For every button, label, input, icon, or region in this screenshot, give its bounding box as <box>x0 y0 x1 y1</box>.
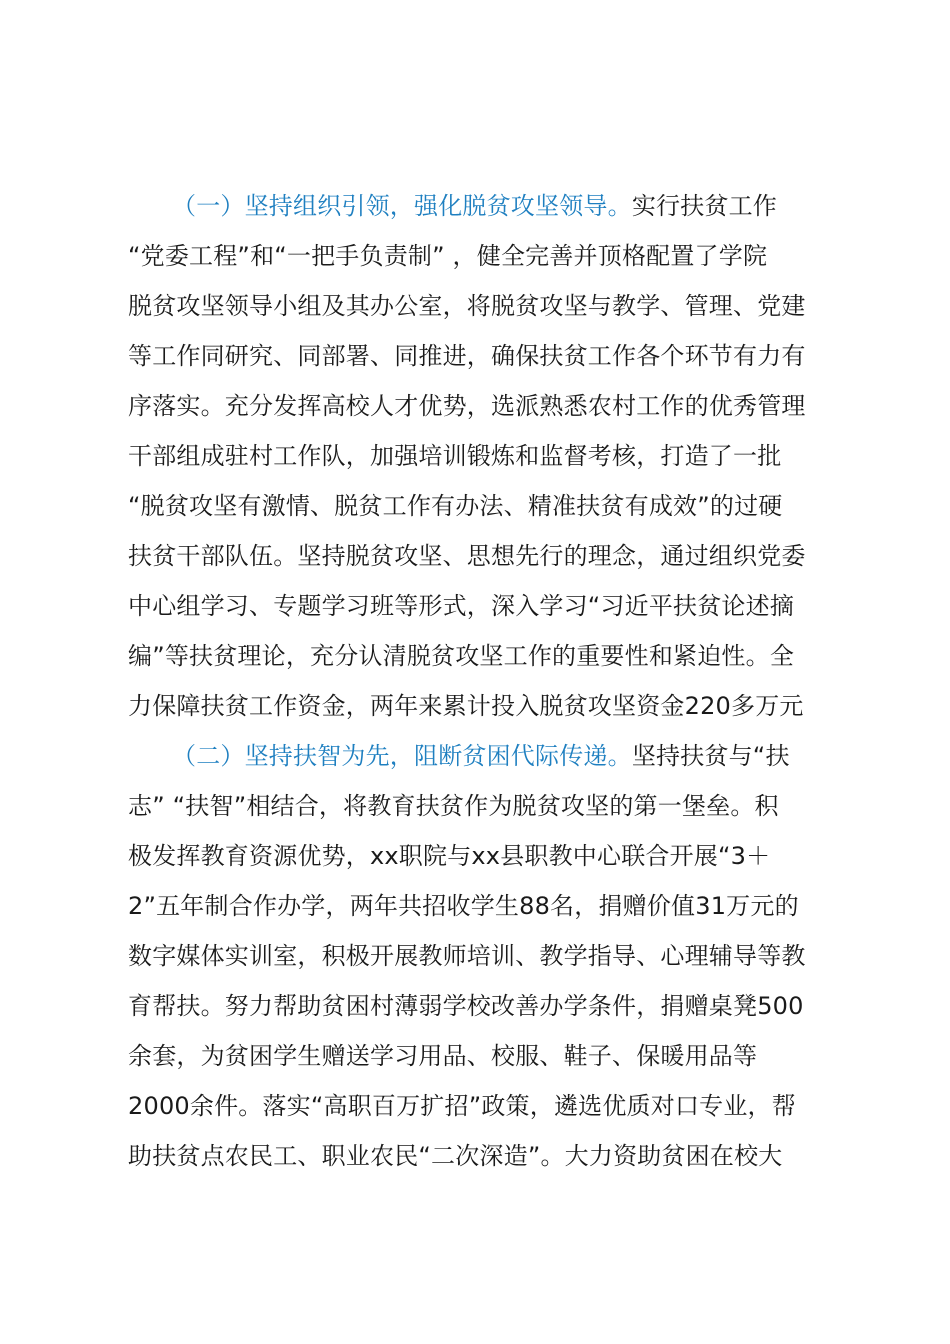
paragraph-2-line-6: 育帮扶。努力帮助贫困村薄弱学校改善办学条件，捐赠桌凳500 <box>128 992 804 1020</box>
paragraph-1-line-11: 力保障扶贫工作资金，两年来累计投入脱贫攻坚资金220多万元 <box>128 692 804 720</box>
paragraph-2-line-1 <box>172 740 790 772</box>
paragraph-2-line-3: 极发挥教育资源优势，xx职院与xx县职教中心联合开展“3＋ <box>128 842 771 870</box>
paragraph-1-line-3: 脱贫攻坚领导小组及其办公室，将脱贫攻坚与教学、管理、党建 <box>128 292 806 320</box>
paragraph-1-line-5: 序落实。充分发挥高校人才优势，选派熟悉农村工作的优秀管理 <box>128 392 806 420</box>
paragraph-1-line-4: 等工作同研究、同部署、同推进，确保扶贫工作各个环节有力有 <box>128 342 806 370</box>
paragraph-1-line-10: 编”等扶贫理论，充分认清脱贫攻坚工作的重要性和紧迫性。全 <box>128 642 795 670</box>
paragraph-2-line-4: 2”五年制合作办学，两年共招收学生88名，捐赠价值31万元的 <box>128 892 799 920</box>
paragraph-1-text: 实行扶贫工作 <box>631 192 778 220</box>
paragraph-2-line-5: 数字媒体实训室，积极开展教师培训、教学指导、心理辅导等教 <box>128 942 806 970</box>
paragraph-1-line-7: “脱贫攻坚有激情、脱贫工作有办法、精准扶贫有成效”的过硬 <box>128 492 783 520</box>
paragraph-1-line-8: 扶贫干部队伍。坚持脱贫攻坚、思想先行的理念，通过组织党委 <box>128 542 806 570</box>
paragraph-2-line-2: 志” “扶智”相结合，将教育扶贫作为脱贫攻坚的第一堡垒。积 <box>128 792 779 820</box>
paragraph-2-line-8: 2000余件。落实“高职百万扩招”政策，遴选优质对口专业，帮 <box>128 1092 796 1120</box>
paragraph-1-heading: （一）坚持组织引领，强化脱贫攻坚领导。 <box>172 192 632 220</box>
paragraph-2-heading: （二）坚持扶智为先，阻断贫困代际传递。 <box>172 742 632 770</box>
paragraph-1-line-6: 干部组成驻村工作队，加强培训锻炼和监督考核，打造了一批 <box>128 442 782 470</box>
paragraph-1-line-9: 中心组学习、专题学习班等形式，深入学习“习近平扶贫论述摘 <box>128 592 795 620</box>
paragraph-1-line-2: “党委工程”和“一把手负责制” ，健全完善并顶格配置了学院 <box>128 242 768 270</box>
paragraph-2-text: 坚持扶贫与“扶 <box>631 742 790 770</box>
paragraph-2-line-9: 助扶贫点农民工、职业农民“二次深造”。大力资助贫困在校大 <box>128 1142 783 1170</box>
paragraph-2-line-7: 余套，为贫困学生赠送学习用品、校服、鞋子、保暖用品等 <box>128 1042 758 1070</box>
paragraph-1-line-1 <box>172 190 777 222</box>
